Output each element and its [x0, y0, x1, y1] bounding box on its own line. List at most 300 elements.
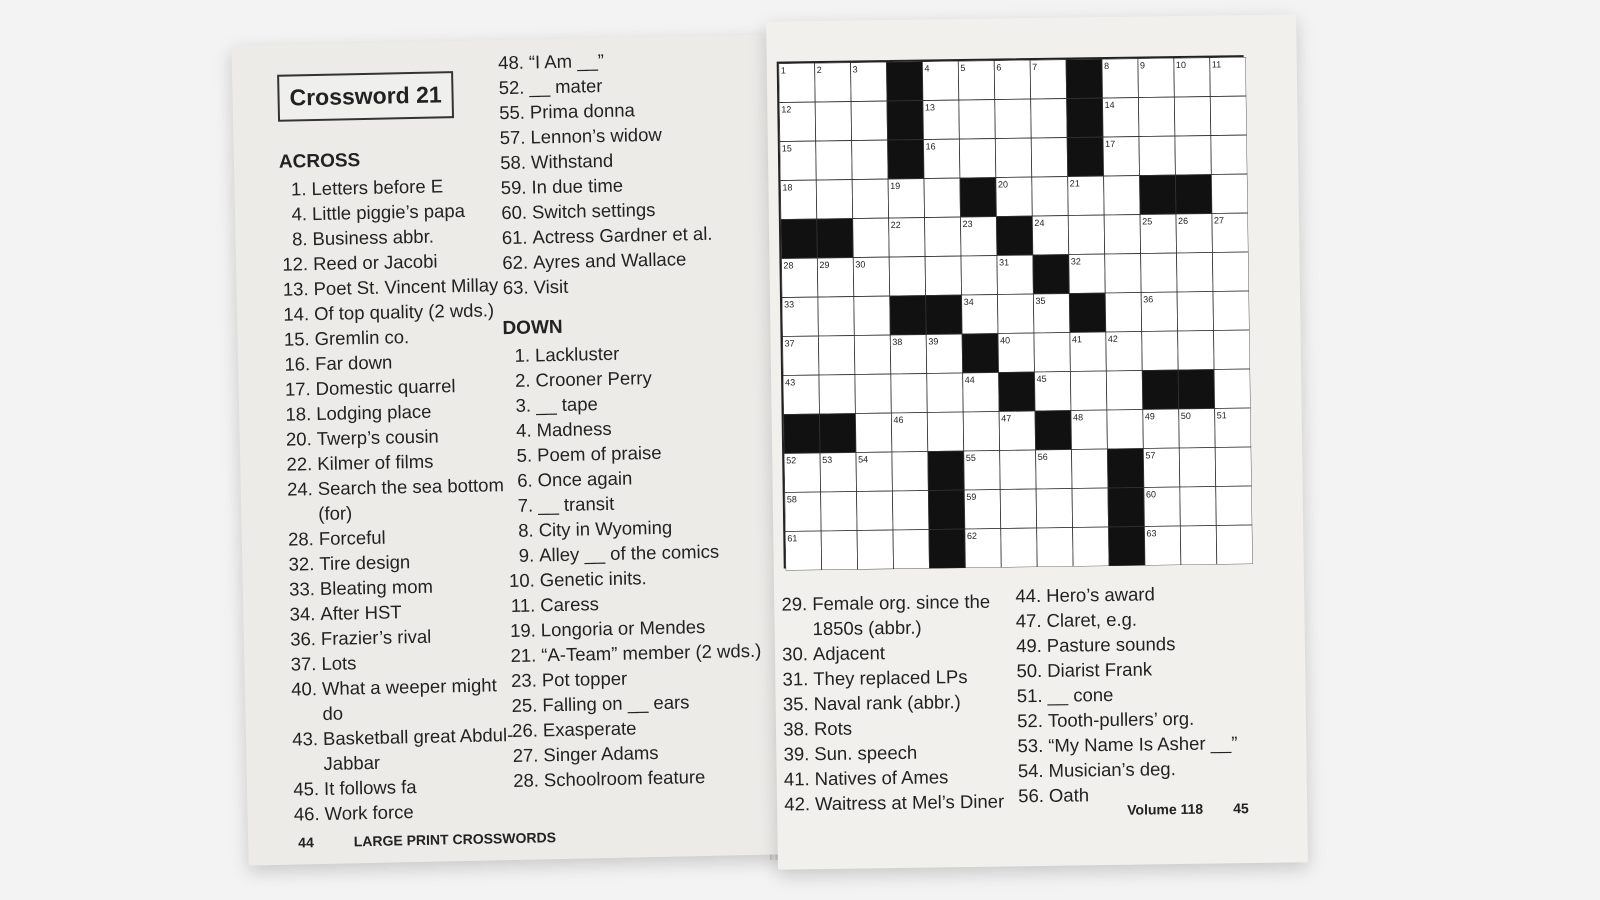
cell-number: 29 [819, 259, 830, 271]
grid-cell[interactable] [1001, 528, 1037, 567]
grid-cell[interactable] [889, 257, 925, 296]
grid-cell[interactable] [1070, 371, 1106, 410]
book-title: LARGE PRINT CROSSWORDS [353, 829, 557, 850]
grid-cell[interactable] [995, 99, 1031, 138]
grid-cell[interactable] [1178, 331, 1214, 370]
grid-cell[interactable] [1175, 136, 1211, 175]
clue-number: 48. [497, 51, 525, 74]
grid-cell[interactable] [852, 179, 888, 218]
cell-number: 30 [855, 259, 866, 270]
cell-number: 12 [781, 104, 792, 115]
grid-cell[interactable] [961, 256, 997, 295]
grid-cell[interactable] [1210, 96, 1246, 135]
clue-number: 59. [500, 176, 527, 199]
cell-number: 11 [1211, 59, 1222, 70]
clue-text: Poet St. Vincent Millay [313, 274, 499, 300]
grid-cell[interactable] [893, 530, 929, 569]
black-square [962, 334, 998, 373]
clue-text: After HST [320, 601, 402, 625]
cell-number: 22 [890, 219, 901, 231]
clue-number: 56. [1018, 784, 1045, 807]
grid-cell[interactable] [821, 531, 857, 570]
grid-cell[interactable] [1068, 215, 1104, 254]
grid-cell[interactable] [1177, 253, 1213, 292]
grid-cell[interactable] [1000, 489, 1036, 528]
grid-cell[interactable] [1141, 253, 1177, 292]
clue-number: 15. [283, 328, 310, 350]
grid-cell[interactable] [821, 492, 857, 531]
clue-text: “A-Team” member (2 wds.) [541, 639, 762, 666]
cell-number: 6 [996, 62, 1002, 73]
clue-item [781, 638, 1021, 666]
grid-cell[interactable] [1105, 293, 1141, 332]
clue-number: 17. [284, 378, 311, 400]
clue-number: 52. [1017, 709, 1044, 732]
grid-cell[interactable] [924, 178, 960, 217]
black-square [1140, 175, 1176, 214]
cell-number: 61 [787, 533, 798, 544]
cell-number: 44 [964, 374, 975, 386]
clue-number: 4. [515, 419, 532, 441]
clue-number: 28. [287, 528, 315, 550]
clue-number: 54. [1017, 759, 1044, 782]
grid-cell[interactable] [816, 180, 852, 219]
cell-number: 60 [1145, 489, 1157, 500]
clue-text: Natives of Ames [814, 766, 949, 790]
grid-cell[interactable] [963, 412, 999, 451]
crossword-grid-svg[interactable] [779, 57, 1253, 570]
cell-number: 3 [852, 64, 858, 75]
clue-text: Singer Adams [543, 741, 659, 766]
grid-cell[interactable] [1179, 448, 1215, 487]
grid-cell[interactable] [1180, 487, 1216, 526]
cell-number: 45 [1036, 373, 1047, 384]
black-square [1108, 488, 1144, 527]
grid-cell[interactable] [1104, 215, 1140, 254]
cell-number: 35 [1035, 295, 1046, 307]
clue-text: Lots [321, 652, 357, 674]
cell-number: 17 [1105, 138, 1116, 150]
black-square [817, 219, 853, 258]
cell-number: 1 [780, 65, 786, 76]
clue-number: 31. [782, 668, 809, 690]
clue-text: Once again [537, 467, 633, 491]
cell-number: 63 [1146, 528, 1157, 539]
cell-number: 5 [960, 62, 966, 74]
clue-number: 10. [508, 569, 535, 592]
clue-number: 52. [498, 76, 525, 99]
cell-number: 10 [1175, 59, 1186, 71]
clue-item [781, 663, 1021, 691]
clue-text: What a weeper might do [321, 674, 497, 724]
clue-item [290, 672, 516, 727]
clue-text: Reed or Jacobi [312, 250, 438, 275]
clue-item [782, 713, 1022, 741]
grid-cell[interactable] [1104, 176, 1140, 215]
grid-cell[interactable] [1211, 174, 1247, 213]
cell-number: 47 [1001, 413, 1012, 424]
cell-number: 13 [924, 102, 936, 113]
clue-number: 32. [288, 553, 315, 575]
clue-item [780, 588, 1021, 641]
cell-number: 15 [781, 143, 792, 154]
clue-text: Basketball great Abdul-Jabbar [322, 723, 514, 774]
clue-text: Caress [540, 593, 600, 616]
grid-cell[interactable] [927, 412, 963, 451]
clue-number: 35. [782, 693, 809, 715]
black-square [1178, 370, 1214, 409]
clue-text: __ mater [529, 74, 603, 98]
clue-number: 8. [291, 228, 308, 250]
grid-cell[interactable] [857, 530, 893, 569]
cell-number: 50 [1180, 410, 1191, 421]
clue-text: Naval rank (abbr.) [813, 691, 961, 715]
grid-cell[interactable] [854, 335, 890, 374]
clue-number: 53. [1017, 734, 1044, 757]
grid-cell[interactable] [1106, 371, 1142, 410]
grid-cell[interactable] [1142, 331, 1178, 370]
grid-cell[interactable] [818, 336, 854, 375]
clue-number: 38. [783, 718, 810, 740]
clue-item [501, 270, 756, 300]
clue-text: Pasture sounds [1046, 633, 1176, 656]
grid-cell[interactable] [927, 373, 963, 412]
black-square [926, 295, 962, 334]
clue-number: 39. [783, 743, 810, 765]
grid-cell[interactable] [891, 374, 927, 413]
grid-cell[interactable] [892, 491, 928, 530]
grid-cell[interactable] [1034, 333, 1070, 372]
left-page [231, 34, 788, 865]
clue-text: Sun. speech [814, 741, 918, 765]
clue-text: Kilmer of films [317, 450, 434, 475]
clue-text: Actress Gardner et al. [532, 222, 713, 248]
clue-text: Claret, e.g. [1046, 608, 1138, 631]
clue-text: Pot topper [541, 667, 628, 691]
clue-text: Poem of praise [536, 441, 662, 466]
clue-item [1015, 680, 1265, 708]
cell-number: 26 [1178, 215, 1189, 227]
black-square [1067, 137, 1103, 176]
clue-text: Rots [813, 717, 853, 740]
clue-number: 23. [510, 669, 538, 692]
down-clues-column-3 [1014, 580, 1267, 808]
grid-cell[interactable] [1214, 330, 1250, 369]
clue-text: __ transit [537, 492, 615, 516]
clue-text: Lodging place [315, 400, 432, 425]
clue-item [512, 763, 767, 793]
grid-cell[interactable] [1105, 254, 1141, 293]
clue-text: Musician’s deg. [1048, 758, 1176, 781]
right-page-number: 45 [1233, 800, 1249, 817]
cell-number: 39 [928, 336, 939, 347]
clue-text: In due time [531, 174, 624, 198]
clue-text: Visit [533, 275, 569, 298]
clue-number: 8. [518, 519, 534, 541]
cell-number: 43 [785, 377, 796, 388]
cell-number: 34 [963, 296, 974, 308]
cell-number: 24 [1034, 217, 1045, 229]
clue-item [1015, 630, 1265, 658]
clue-item [1016, 705, 1266, 733]
cell-number: 37 [784, 338, 795, 349]
cell-number: 56 [1037, 451, 1048, 462]
cell-number: 48 [1072, 412, 1084, 423]
clue-number: 14. [283, 303, 310, 325]
grid-cell[interactable] [1139, 136, 1175, 175]
cell-number: 2 [816, 64, 822, 76]
clue-text: It follows fa [323, 776, 417, 799]
black-square [781, 219, 817, 258]
clue-number: 51. [1016, 684, 1043, 707]
black-square [1175, 175, 1211, 214]
clue-number: 1. [290, 178, 307, 200]
clue-number: 43. [292, 728, 319, 750]
cell-number: 27 [1213, 215, 1225, 226]
grid-cell[interactable] [853, 218, 889, 257]
black-square [929, 529, 965, 568]
clue-number: 55. [498, 101, 526, 124]
clue-number: 36. [289, 628, 317, 650]
cell-number: 32 [1070, 256, 1081, 267]
clue-number: 45. [293, 778, 320, 800]
clue-number: 50. [1016, 659, 1043, 682]
clue-number: 5. [516, 444, 533, 466]
grid-cell[interactable] [925, 256, 961, 295]
grid-cell[interactable] [851, 101, 887, 140]
cell-number: 8 [1103, 60, 1110, 72]
clue-text: Letters before E [311, 175, 444, 200]
grid-cell[interactable] [892, 452, 928, 491]
clue-number: 3. [515, 394, 532, 416]
grid-cell[interactable] [1031, 138, 1067, 177]
across-list-1 [279, 172, 518, 827]
clue-number: 21. [510, 644, 537, 667]
grid-cell[interactable] [1036, 489, 1072, 528]
clue-number: 9. [518, 544, 535, 566]
cell-number: 57 [1145, 450, 1156, 461]
grid-cell[interactable] [857, 491, 893, 530]
clue-number: 2. [514, 369, 531, 391]
grid-cell[interactable] [1032, 177, 1068, 216]
clue-text: Longoria or Mendes [540, 615, 706, 641]
down-clues-column-2 [780, 588, 1023, 816]
grid-cell[interactable] [1072, 488, 1108, 527]
clue-text: Falling on __ ears [542, 691, 690, 716]
cell-number: 16 [925, 141, 936, 152]
clue-text: Bleating mom [319, 575, 434, 600]
clue-text: Twerp’s cousin [316, 425, 439, 450]
black-square [784, 414, 820, 453]
grid-cell[interactable] [816, 141, 852, 180]
clues-column-2 [497, 45, 768, 793]
clue-text: Exasperate [542, 717, 637, 741]
clue-text: Gremlin co. [314, 326, 410, 350]
clue-text: “I Am __” [528, 49, 605, 73]
grid-cell[interactable] [959, 100, 995, 139]
clue-item [783, 788, 1023, 816]
clue-number: 47. [1015, 609, 1042, 632]
clue-number: 1. [514, 344, 531, 366]
clue-item [1016, 730, 1266, 758]
clue-number: 11. [510, 594, 536, 617]
cell-number: 21 [1069, 178, 1080, 189]
clue-number: 58. [500, 151, 527, 174]
black-square [1069, 293, 1105, 332]
left-footer [298, 829, 556, 850]
cell-number: 23 [962, 218, 973, 230]
clue-item [781, 688, 1021, 716]
black-square [928, 451, 964, 490]
grid-cell[interactable] [852, 140, 888, 179]
cell-number: 38 [892, 336, 903, 348]
black-square [1066, 59, 1102, 98]
black-square [888, 140, 924, 179]
grid-cell[interactable] [1071, 449, 1107, 488]
grid-cell[interactable] [995, 138, 1031, 177]
grid-cell[interactable] [1180, 526, 1216, 565]
cell-number: 20 [997, 179, 1009, 190]
clue-number: 62. [502, 251, 529, 274]
clue-text: Diarist Frank [1047, 658, 1153, 681]
cell-number: 59 [966, 491, 977, 502]
black-square [890, 296, 926, 335]
volume-label: Volume 118 [1127, 800, 1204, 818]
cell-number: 18 [782, 182, 793, 193]
clue-text: __ tape [535, 393, 599, 416]
clue-number: 41. [783, 768, 810, 790]
cell-number: 42 [1107, 333, 1118, 344]
clue-number: 63. [502, 276, 529, 299]
clue-item [783, 763, 1023, 791]
clue-number: 12. [282, 253, 309, 275]
clue-item [782, 738, 1022, 766]
clue-number: 24. [286, 478, 313, 500]
grid-cell[interactable] [1138, 97, 1174, 136]
black-square [1033, 255, 1069, 294]
clue-text: Madness [536, 417, 612, 441]
clue-number: 40. [291, 678, 318, 700]
cell-number: 51 [1216, 410, 1227, 421]
clue-text: Search the sea bottom (for) [317, 474, 505, 525]
clue-text: Withstand [530, 149, 614, 173]
grid-cell[interactable] [818, 297, 854, 336]
grid-cell[interactable] [1216, 525, 1252, 564]
clue-text: Tire design [319, 551, 411, 575]
grid-cell[interactable] [1037, 528, 1073, 567]
clue-text: Ayres and Wallace [532, 248, 687, 273]
grid-cell[interactable] [1216, 486, 1252, 525]
clue-number: 33. [288, 578, 316, 600]
grid-cell[interactable] [1177, 292, 1213, 331]
grid-cell[interactable] [997, 294, 1033, 333]
right-page [766, 14, 1308, 869]
clue-item [1014, 580, 1264, 608]
grid-cell[interactable] [959, 139, 995, 178]
cell-number: 31 [998, 257, 1010, 268]
clue-number: 16. [284, 353, 311, 375]
puzzle-title: Crossword 21 [277, 71, 454, 122]
clue-number: 60. [501, 201, 528, 224]
clue-number: 34. [289, 603, 316, 625]
cell-number: 28 [783, 260, 794, 271]
down-list-1 [503, 338, 767, 793]
grid-cell[interactable] [1212, 252, 1248, 291]
black-square [960, 178, 996, 217]
grid-cell[interactable] [815, 102, 851, 141]
cell-number: 58 [786, 494, 797, 505]
cell-number: 14 [1104, 99, 1115, 111]
grid-cell[interactable] [1107, 410, 1143, 449]
black-square [1067, 98, 1103, 137]
clue-item [286, 472, 512, 527]
clue-text: Frazier’s rival [320, 625, 432, 649]
grid-cell[interactable] [1073, 527, 1109, 566]
black-square [1142, 370, 1178, 409]
down-list-2 [780, 588, 1023, 816]
clue-text: Of top quality (2 wds.) [313, 299, 495, 325]
clue-number: 28. [512, 769, 540, 792]
black-square [886, 62, 922, 101]
grid-cell[interactable] [1214, 369, 1250, 408]
down-heading: DOWN [502, 316, 563, 340]
grid-cell[interactable] [855, 413, 891, 452]
black-square [1107, 449, 1143, 488]
grid-cell[interactable] [855, 374, 891, 413]
grid-cell[interactable] [1215, 447, 1251, 486]
grid-cell[interactable] [925, 217, 961, 256]
clue-number: 25. [511, 694, 538, 717]
clue-text: Genetic inits. [539, 567, 647, 591]
grid-cell[interactable] [819, 375, 855, 414]
clue-text: Domestic quarrel [315, 375, 456, 400]
grid-cell[interactable] [1213, 291, 1249, 330]
clue-number: 27. [512, 744, 539, 767]
clue-text: Female org. since the 1850s (abbr.) [812, 590, 991, 640]
cell-number: 46 [893, 414, 904, 426]
clue-text: Lackluster [534, 342, 620, 366]
clue-text: Waitress at Mel’s Diner [814, 790, 1005, 815]
clue-text: Oath [1048, 784, 1090, 806]
across-clues-column-1 [279, 145, 518, 827]
clue-number: 29. [781, 593, 808, 615]
grid-cell[interactable] [1031, 99, 1067, 138]
clue-number: 13. [282, 278, 309, 300]
clue-number: 22. [286, 453, 313, 475]
cell-number: 9 [1139, 60, 1146, 71]
black-square [928, 490, 964, 529]
clue-number: 37. [290, 653, 317, 675]
clue-number: 44. [1015, 584, 1042, 607]
grid-cell[interactable] [1000, 450, 1036, 489]
clue-text: Alley __ of the comics [538, 540, 720, 566]
clue-number: 61. [501, 226, 528, 249]
cell-number: 55 [965, 452, 976, 463]
cell-number: 25 [1142, 216, 1153, 227]
clue-number: 20. [285, 428, 312, 450]
clue-text: Crooner Perry [535, 367, 652, 391]
crossword-grid[interactable] [777, 55, 1251, 568]
clue-number: 30. [782, 643, 809, 665]
grid-cell[interactable] [854, 296, 890, 335]
cell-number: 7 [1032, 61, 1038, 73]
grid-cell[interactable] [1174, 97, 1210, 136]
cell-number: 62 [966, 530, 978, 541]
grid-cell[interactable] [1211, 135, 1247, 174]
left-page-number: 44 [298, 834, 314, 851]
clue-item [1016, 755, 1266, 783]
clue-item [291, 722, 517, 777]
